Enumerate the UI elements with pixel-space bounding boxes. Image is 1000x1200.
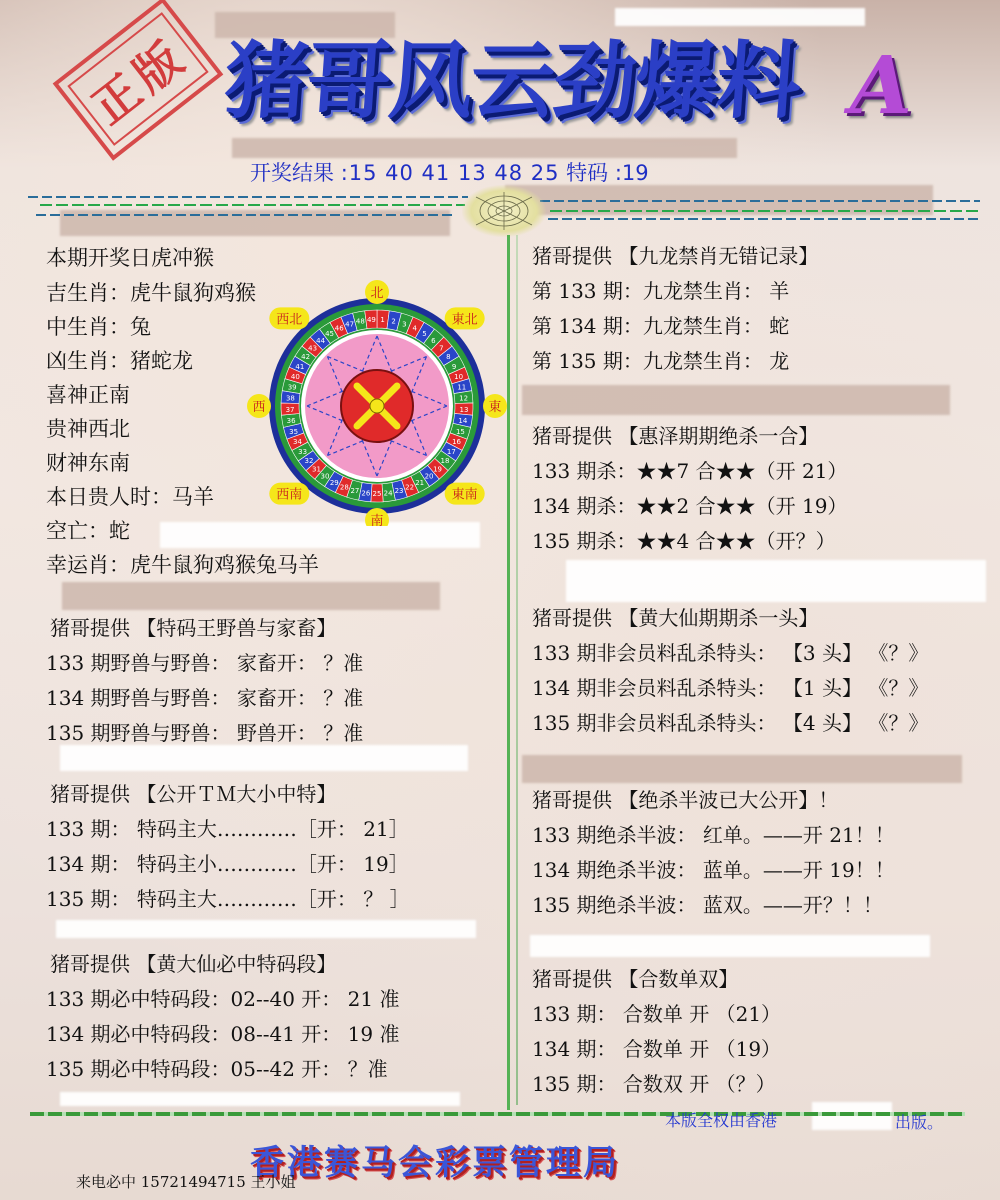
section-row: 133 期绝杀半波： 红单。——开 21！！ bbox=[532, 823, 895, 847]
section-kill-combo bbox=[532, 418, 847, 559]
wheel-number: 39 bbox=[287, 383, 297, 392]
info-line: 财神东南 bbox=[46, 451, 130, 475]
section-header: 猪哥提供 【绝杀半波已大公开】！ bbox=[532, 788, 839, 812]
masked-area bbox=[522, 385, 950, 415]
wheel-number: 41 bbox=[295, 362, 305, 371]
wheel-number: 29 bbox=[329, 478, 339, 487]
result-numbers: :15 40 41 13 48 25 bbox=[340, 161, 560, 185]
genuine-stamp bbox=[53, 0, 224, 161]
wheel-number: 8 bbox=[446, 353, 451, 362]
direction-label: 西 bbox=[252, 400, 266, 415]
wheel-number: 17 bbox=[446, 448, 456, 457]
compass-wheel-graphic bbox=[243, 278, 511, 526]
section-big-small bbox=[46, 776, 410, 917]
wheel-number: 40 bbox=[290, 372, 300, 381]
page-title: 猪哥风云劲爆料 bbox=[221, 32, 803, 130]
wheel-number: 27 bbox=[350, 487, 360, 496]
wheel-number: 11 bbox=[457, 383, 467, 392]
wheel-number: 30 bbox=[320, 472, 330, 481]
footer-divider bbox=[30, 1112, 965, 1116]
wheel-number: 13 bbox=[459, 405, 469, 414]
wheel-number: 2 bbox=[391, 317, 396, 326]
decorative-line bbox=[36, 214, 456, 216]
direction-label: 西北 bbox=[276, 312, 303, 328]
section-row: 135 期必中特码段：05--42 开： ？准 bbox=[46, 1057, 388, 1081]
section-row: 133 期杀：★★7 合★★（开 21） bbox=[532, 459, 848, 483]
decorative-line bbox=[540, 200, 980, 202]
spider-web-icon bbox=[462, 185, 546, 237]
section-row: 134 期杀：★★2 合★★（开 19） bbox=[532, 494, 848, 518]
wheel-number: 15 bbox=[455, 427, 465, 436]
section-row: 135 期野兽与野兽： 野兽开： ？准 bbox=[46, 721, 364, 745]
section-header: 猪哥提供 【黄大仙必中特码段】 bbox=[50, 952, 337, 976]
section-half-wave bbox=[532, 782, 895, 923]
wheel-number: 36 bbox=[286, 416, 296, 425]
section-number-range bbox=[46, 946, 400, 1087]
section-header: 猪哥提供 【公开ＴＭ大小中特】 bbox=[50, 782, 337, 806]
wheel-number: 20 bbox=[424, 472, 434, 481]
section-header: 猪哥提供 【黄大仙期期杀一头】 bbox=[532, 606, 819, 630]
section-header: 猪哥提供 【惠泽期期绝杀一合】 bbox=[532, 424, 819, 448]
wheel-number: 18 bbox=[440, 457, 450, 466]
wheel-number: 12 bbox=[459, 394, 469, 403]
wheel-number: 35 bbox=[289, 427, 299, 436]
column-divider bbox=[516, 235, 518, 1105]
wheel-number: 5 bbox=[422, 330, 427, 339]
decorative-line bbox=[28, 196, 468, 198]
info-line: 喜神正南 bbox=[46, 383, 130, 407]
wheel-number: 44 bbox=[316, 336, 326, 345]
info-line: 吉生肖：虎牛鼠狗鸡猴 bbox=[46, 281, 256, 305]
masked-area bbox=[566, 560, 986, 602]
section-row: 134 期野兽与野兽： 家畜开： ？准 bbox=[46, 686, 364, 710]
section-row: 134 期： 特码主小…………［开： 19］ bbox=[46, 852, 409, 876]
masked-area bbox=[60, 1092, 460, 1106]
section-row: 134 期必中特码段：08--41 开： 19 准 bbox=[46, 1022, 400, 1046]
wheel-number: 10 bbox=[454, 372, 464, 381]
section-row: 134 期非会员料乱杀特头： 【1 头】 《？》 bbox=[532, 676, 929, 700]
section-row: 133 期： 合数单 开 （21） bbox=[532, 1002, 782, 1026]
direction-label: 北 bbox=[370, 286, 384, 301]
section-header: 猪哥提供 【特码王野兽与家畜】 bbox=[50, 616, 337, 640]
masked-area bbox=[530, 935, 930, 957]
section-forbidden-zodiac bbox=[532, 238, 818, 379]
section-row: 135 期绝杀半波： 蓝双。——开？！！ bbox=[532, 893, 883, 917]
compass-wheel bbox=[243, 278, 511, 526]
info-line: 本日贵人时：马羊 bbox=[46, 485, 214, 509]
wheel-number: 26 bbox=[361, 489, 371, 498]
wheel-number: 45 bbox=[325, 330, 334, 339]
section-kill-head bbox=[532, 600, 928, 741]
wheel-number: 38 bbox=[285, 394, 295, 403]
wheel-number: 19 bbox=[433, 465, 442, 474]
wheel-hub bbox=[370, 399, 384, 413]
wheel-number: 48 bbox=[355, 317, 365, 326]
special-number: :19 bbox=[614, 161, 649, 185]
section-row: 133 期： 特码主大…………［开： 21］ bbox=[46, 817, 409, 841]
section-row: 134 期绝杀半波： 蓝单。——开 19！！ bbox=[532, 858, 895, 882]
section-row: 135 期： 合数双 开 （？） bbox=[532, 1072, 776, 1096]
wheel-number: 16 bbox=[452, 438, 462, 447]
decorative-line bbox=[550, 210, 980, 212]
hotline-text: 来电必中 15721494715 王小姐 bbox=[76, 1173, 296, 1191]
section-row: 第 134 期：九龙禁生肖： 蛇 bbox=[532, 314, 790, 338]
info-line: 空亡：蛇 bbox=[46, 519, 130, 543]
wheel-number: 28 bbox=[339, 483, 349, 492]
direction-label: 東南 bbox=[451, 487, 478, 503]
section-row: 135 期杀：★★4 合★★（开？） bbox=[532, 529, 836, 553]
section-sum-odd-even bbox=[532, 961, 781, 1102]
wheel-number: 37 bbox=[285, 405, 295, 414]
direction-label: 東 bbox=[488, 400, 502, 415]
wheel-number: 24 bbox=[383, 489, 393, 498]
stamp-text: 正版 bbox=[67, 12, 208, 146]
section-row: 135 期： 特码主大…………［开： ？ ］ bbox=[46, 887, 410, 911]
section-row: 133 期非会员料乱杀特头： 【3 头】 《？》 bbox=[532, 641, 929, 665]
result-label: 开奖结果 bbox=[250, 161, 334, 185]
wheel-number: 32 bbox=[304, 457, 314, 466]
special-label: 特码 bbox=[566, 161, 609, 185]
section-row: 133 期必中特码段：02--40 开： 21 准 bbox=[46, 987, 400, 1011]
section-header: 猪哥提供 【九龙禁肖无错记录】 bbox=[532, 244, 819, 268]
masked-area bbox=[812, 1102, 892, 1130]
wheel-number: 7 bbox=[439, 344, 444, 353]
wheel-number: 14 bbox=[458, 416, 468, 425]
info-line: 中生肖：兔 bbox=[46, 315, 151, 339]
wheel-number: 47 bbox=[345, 320, 355, 329]
masked-area bbox=[56, 920, 476, 938]
wheel-number: 1 bbox=[380, 316, 385, 325]
organization-name: 香港赛马会彩票管理局 bbox=[250, 1143, 620, 1183]
wheel-number: 43 bbox=[308, 344, 318, 353]
wheel-number: 6 bbox=[431, 336, 436, 345]
section-header: 猪哥提供 【合数单双】 bbox=[532, 967, 739, 991]
wheel-number: 21 bbox=[415, 478, 425, 487]
wheel-number: 3 bbox=[402, 320, 407, 329]
info-line: 贵神西北 bbox=[46, 417, 130, 441]
wheel-number: 23 bbox=[394, 487, 404, 496]
direction-label: 西南 bbox=[276, 487, 303, 503]
section-row: 第 135 期：九龙禁生肖： 龙 bbox=[532, 349, 790, 373]
wheel-number: 22 bbox=[405, 483, 415, 492]
masked-area bbox=[522, 755, 962, 783]
copyright-text: 本版全权由香港 bbox=[665, 1111, 778, 1130]
direction-label: 東北 bbox=[451, 312, 478, 328]
wheel-number: 34 bbox=[292, 438, 302, 447]
section-row: 第 133 期：九龙禁生肖： 羊 bbox=[532, 279, 790, 303]
wheel-number: 9 bbox=[451, 362, 457, 371]
draw-result bbox=[250, 157, 649, 187]
wheel-number: 4 bbox=[412, 324, 417, 333]
wheel-number: 49 bbox=[366, 316, 376, 325]
section-row: 134 期： 合数单 开 （19） bbox=[532, 1037, 782, 1061]
decorative-line bbox=[40, 204, 465, 206]
direction-label: 南 bbox=[370, 514, 384, 526]
wheel-number: 46 bbox=[334, 324, 344, 333]
info-line: 凶生肖：猪蛇龙 bbox=[46, 349, 193, 373]
decorative-line bbox=[548, 218, 978, 220]
section-row: 133 期野兽与野兽： 家畜开： ？准 bbox=[46, 651, 364, 675]
section-wild-vs-domestic bbox=[46, 610, 364, 751]
wheel-number: 33 bbox=[298, 448, 308, 457]
edition-letter: A bbox=[850, 38, 913, 132]
wheel-number: 31 bbox=[312, 465, 321, 474]
info-line: 幸运肖：虎牛鼠狗鸡猴兔马羊 bbox=[46, 553, 319, 577]
section-row: 135 期非会员料乱杀特头： 【4 头】 《？》 bbox=[532, 711, 929, 735]
masked-area bbox=[232, 138, 737, 158]
info-line: 本期开奖日虎冲猴 bbox=[46, 246, 214, 270]
copyright-text-end: 出版。 bbox=[895, 1113, 944, 1132]
masked-area bbox=[62, 582, 440, 610]
wheel-number: 42 bbox=[301, 353, 311, 362]
wheel-number: 25 bbox=[372, 490, 382, 498]
